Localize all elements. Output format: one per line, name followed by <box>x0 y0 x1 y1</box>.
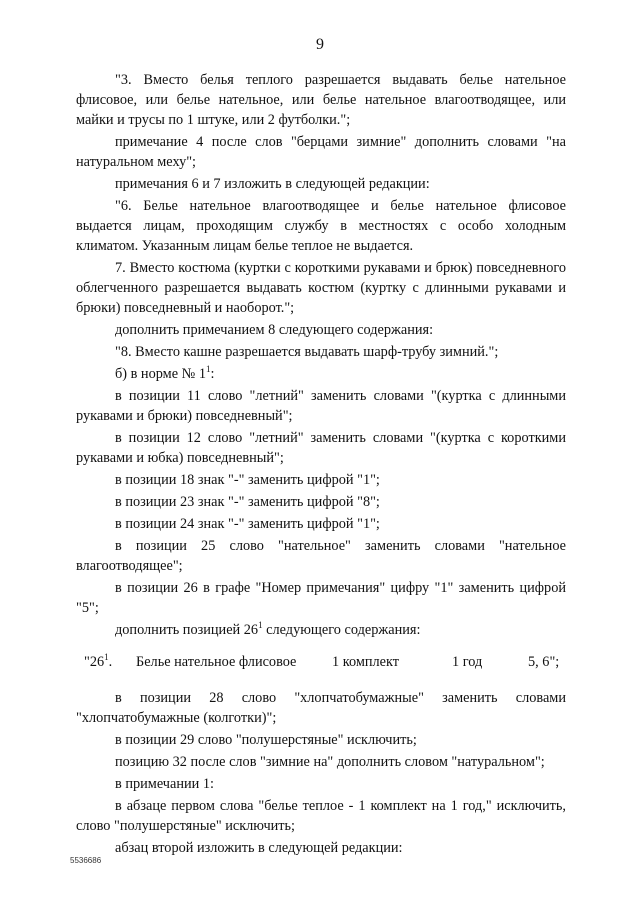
item-name-cell: Белье нательное флисовое <box>136 654 297 670</box>
paragraph <box>76 620 566 640</box>
paragraph: в позиции 24 знак "-" заменить цифрой "1"; <box>115 516 380 532</box>
position-suffix: . <box>108 654 113 670</box>
notes-cell: 5, 6"; <box>528 654 560 670</box>
paragraph: в позиции 25 слово "нательное" заменить словами "нательное влагоотводящее"; <box>76 538 566 574</box>
paragraph: в позиции 11 слово "летний" заменить словами "(куртка с длинными рукавами и брюки) повседневный"; <box>76 388 566 424</box>
document-code: 5536686 <box>70 856 102 865</box>
superscript: 1 <box>258 620 263 631</box>
paragraph: дополнить примечанием 8 следующего содержания: <box>115 322 434 338</box>
superscript: 1 <box>104 652 109 663</box>
term-cell: 1 год <box>452 654 483 670</box>
paragraph: в абзаце первом слова "белье теплое - 1 комплект на 1 год," исключить, слово "полушерстяные" исключить; <box>76 798 566 834</box>
paragraph: примечания 6 и 7 изложить в следующей редакции: <box>115 176 430 192</box>
paragraph: "3. Вместо белья теплого разрешается выдавать белье нательное флисовое, или белье нательное, или белье нательное влагоотводящее, или майки и трусы по 1 штуке, или 2 футболки."; <box>76 72 566 128</box>
paragraph: "8. Вместо кашне разрешается выдавать шарф-трубу зимний."; <box>115 344 499 360</box>
paragraph: в примечании 1: <box>115 776 214 792</box>
paragraph: в позиции 26 в графе "Номер примечания" цифру "1" заменить цифрой "5"; <box>76 580 566 616</box>
position-cell <box>84 652 112 672</box>
paragraph: "6. Белье нательное влагоотводящее и белье нательное флисовое выдается лицам, проходящим службу в местностях с особо холодным климатом. Указанным лицам белье теплое не выдается. <box>76 198 566 254</box>
paragraph <box>76 364 566 384</box>
paragraph: 7. Вместо костюма (куртки с короткими рукавами и брюк) повседневного облегченного разрешается выдавать костюм (куртку с длинными рукавами и брюки) повседневный и наоборот."; <box>76 260 566 316</box>
paragraph: в позиции 29 слово "полушерстяные" исключить; <box>115 732 417 748</box>
document-body <box>76 70 566 860</box>
paragraph: в позиции 12 слово "летний" заменить словами "(куртка с короткими рукавами и юбка) повседневный"; <box>76 430 566 466</box>
quantity-cell: 1 комплект <box>332 654 400 670</box>
paragraph: в позиции 28 слово "хлопчатобумажные" заменить словами "хлопчатобумажные (колготки)"; <box>76 690 566 726</box>
superscript: 1 <box>206 364 211 375</box>
position-number: "26 <box>84 654 105 670</box>
paragraph: в позиции 18 знак "-" заменить цифрой "1"; <box>115 472 380 488</box>
paragraph-text: дополнить позицией 26 <box>115 622 259 638</box>
paragraph-text: б) в норме № 1 <box>115 366 206 382</box>
paragraph: позицию 32 после слов "зимние на" дополнить словом "натуральном"; <box>115 754 545 770</box>
paragraph-text: следующего содержания: <box>262 622 421 638</box>
paragraph: в позиции 23 знак "-" заменить цифрой "8"; <box>115 494 380 510</box>
paragraph: примечание 4 после слов "берцами зимние" дополнить словами "на натуральном меху"; <box>76 134 566 170</box>
paragraph-text: : <box>210 366 215 382</box>
page-number: 9 <box>316 36 324 53</box>
paragraph: абзац второй изложить в следующей редакции: <box>115 840 403 856</box>
table-row <box>76 652 566 672</box>
